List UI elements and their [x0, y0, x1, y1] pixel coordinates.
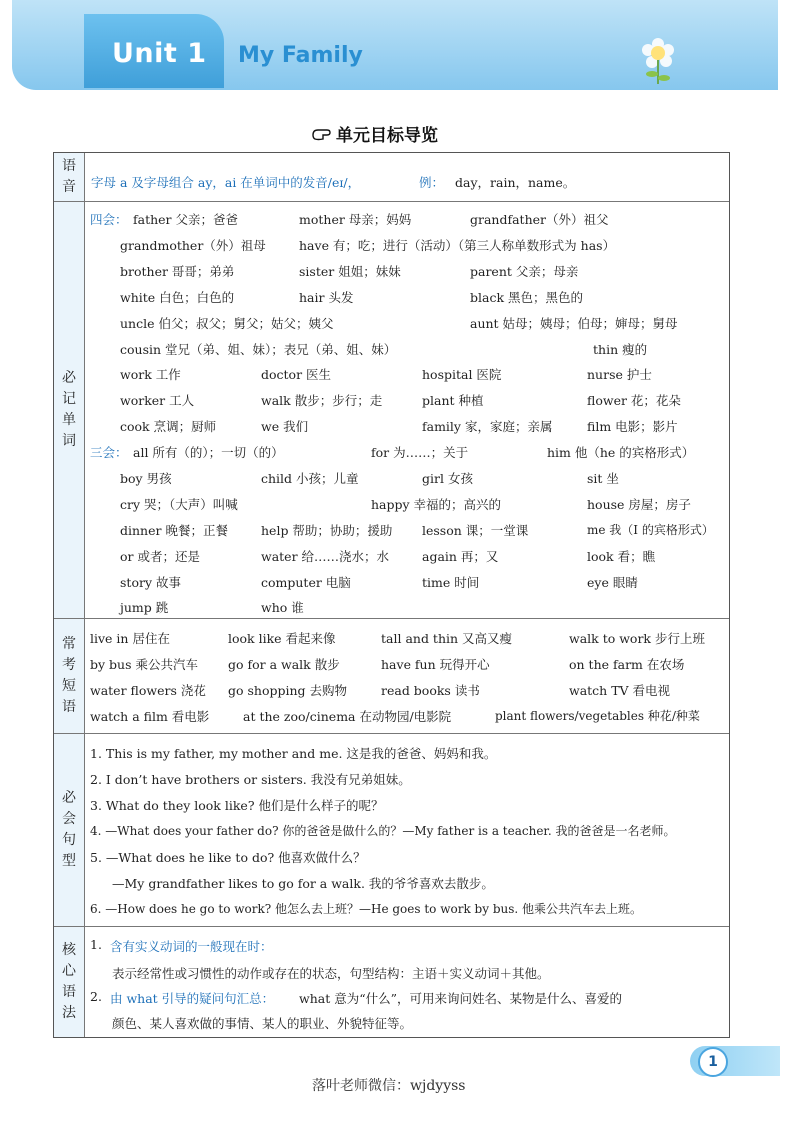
- vocab-row: [54, 202, 729, 619]
- phrases-label: 常 考 短 语: [54, 619, 85, 733]
- grammar-point-body: 表示经常性或习惯性的动作或存在的状态，句型结构：主语＋实义动词＋其他。: [112, 966, 550, 981]
- vocab-item: eye 眼睛: [587, 575, 638, 590]
- vocab-item: worker 工人: [120, 393, 195, 408]
- sentence-item: 3. What do they look like? 他们是什么样子的呢？: [90, 798, 384, 813]
- pronunciation-label: 语 音: [54, 153, 85, 201]
- vocab-item: lesson 课；一堂课: [422, 523, 529, 538]
- grammar-row: [54, 927, 729, 1037]
- phrase-item: have fun 玩得开心: [381, 657, 490, 672]
- vocab-item: parent 父亲；母亲: [470, 264, 579, 279]
- vocab-item: brother 哥哥；弟弟: [120, 264, 235, 279]
- phrase-item: watch TV 看电视: [569, 683, 671, 698]
- vocab-item: for 为……；关于: [371, 445, 469, 460]
- vocab-item: thin 瘦的: [593, 342, 648, 357]
- vocab-item: girl 女孩: [422, 471, 473, 486]
- vocab-item: uncle 伯父；叔父；舅父；姑父；姨父: [120, 316, 334, 331]
- pronunciation-row: [54, 153, 729, 202]
- vocab-item: jump 跳: [120, 600, 169, 615]
- phrase-item: water flowers 浇花: [90, 683, 206, 698]
- grammar-point-title: 由 what 引导的疑问句汇总：: [110, 991, 275, 1006]
- sentences-label: 必 会 句 型: [54, 734, 85, 926]
- vocab-item: again 再；又: [422, 549, 499, 564]
- phrase-item: watch a film 看电影: [90, 709, 210, 724]
- pronunciation-example-words: day，rain，name。: [455, 175, 576, 190]
- vocab-item: help 帮助；协助；援助: [261, 523, 393, 538]
- sentences-row: [54, 734, 729, 927]
- vocab-item: father 父亲；爸爸: [133, 212, 238, 227]
- grammar-label: 核 心 语 法: [54, 927, 85, 1037]
- grammar-point-title: 含有实义动词的一般现在时：: [110, 939, 273, 954]
- vocab-item: family 家，家庭；亲属: [422, 419, 553, 434]
- vocab-group-three-skills: 三会：: [90, 445, 128, 460]
- vocab-item: me 我（I 的宾格形式）: [587, 523, 714, 537]
- vocab-item: boy 男孩: [120, 471, 172, 486]
- vocab-item: film 电影；影片: [587, 419, 678, 434]
- vocab-item: child 小孩；儿童: [261, 471, 359, 486]
- vocab-item: look 看；瞧: [587, 549, 656, 564]
- vocab-item: work 工作: [120, 367, 181, 382]
- sentence-item: 6. —How does he go to work? 他怎么去上班？—He goes to work by bus. 他乘公共汽车去上班。: [90, 902, 643, 916]
- vocab-item: happy 幸福的；高兴的: [371, 497, 502, 512]
- vocab-item: hair 头发: [299, 290, 354, 305]
- vocab-item: black 黑色；黑色的: [470, 290, 584, 305]
- pronunciation-example-label: 例：: [419, 175, 445, 190]
- section-title-text: 单元目标导览: [336, 126, 438, 146]
- vocab-item: aunt 姑母；姨母；伯母；婶母；舅母: [470, 316, 678, 331]
- vocab-item: sister 姐姐；妹妹: [299, 264, 401, 279]
- grammar-point-body: 颜色、某人喜欢做的事情、某人的职业、外貌特征等。: [112, 1016, 413, 1031]
- vocab-group-four-skills: 四会：: [90, 212, 128, 227]
- section-title: [312, 121, 438, 146]
- footer-wechat: 落叶老师微信：wjdyyss: [312, 1078, 466, 1094]
- phrases-row: [54, 619, 729, 734]
- vocab-item: grandmother（外）祖母: [120, 238, 266, 253]
- page-number: 1: [698, 1047, 728, 1077]
- vocab-item: nurse 护士: [587, 367, 652, 382]
- vocab-item: walk 散步；步行；走: [261, 393, 383, 408]
- vocab-item: cry 哭；（大声）叫喊: [120, 497, 238, 512]
- phrase-item: by bus 乘公共汽车: [90, 657, 198, 672]
- vocab-item: him 他（he 的宾格形式）: [547, 445, 695, 460]
- vocab-item: who 谁: [261, 600, 304, 615]
- phrase-item: go shopping 去购物: [228, 683, 348, 698]
- grammar-number: 1.: [90, 937, 102, 952]
- phrase-item: go for a walk 散步: [228, 657, 340, 672]
- vocab-item: grandfather（外）祖父: [470, 212, 609, 227]
- pronunciation-rule: 字母 a 及字母组合 ay，ai 在单词中的发音/eɪ/，: [91, 175, 361, 190]
- phrase-item: walk to work 步行上班: [569, 631, 705, 646]
- grammar-point-body: what 意为“什么”，可用来询问姓名、某物是什么、喜爱的: [299, 991, 622, 1006]
- vocab-item: water 给……浇水；水: [261, 549, 390, 564]
- vocab-item: cousin 堂兄（弟、姐、妹）；表兄（弟、姐、妹）: [120, 342, 397, 357]
- unit-number: Unit 1: [112, 38, 207, 69]
- unit-goals-table: [53, 152, 730, 1038]
- sentence-item: 1. This is my father, my mother and me. 这是我的爸爸、妈妈和我。: [90, 746, 497, 761]
- vocab-item: sit 坐: [587, 471, 619, 486]
- phrase-item: read books 读书: [381, 683, 480, 698]
- vocab-item: time 时间: [422, 575, 480, 590]
- vocab-item: doctor 医生: [261, 367, 332, 382]
- phrase-item: at the zoo/cinema 在动物园/电影院: [243, 709, 452, 724]
- vocab-item: or 或者；还是: [120, 549, 200, 564]
- phrase-item: look like 看起来像: [228, 631, 336, 646]
- vocab-item: plant 种植: [422, 393, 484, 408]
- vocab-item: cook 烹调；厨师: [120, 419, 217, 434]
- vocab-item: have 有；吃；进行（活动）（第三人称单数形式为 has）: [299, 238, 616, 253]
- vocab-item: we 我们: [261, 419, 309, 434]
- sentence-item: —My grandfather likes to go for a walk. 我的爷爷喜欢去散步。: [112, 876, 494, 891]
- phrase-item: plant flowers/vegetables 种花/种菜: [495, 709, 700, 723]
- vocab-item: dinner 晚餐；正餐: [120, 523, 228, 538]
- pointing-hand-icon: [312, 127, 332, 141]
- vocab-label: 必 记 单 词: [54, 202, 85, 618]
- sentence-item: 4. —What does your father do? 你的爸爸是做什么的？—My father is a teacher. 我的爸爸是一名老师。: [90, 824, 676, 838]
- flower-icon: [628, 26, 688, 86]
- vocab-item: flower 花；花朵: [587, 393, 681, 408]
- sentence-item: 2. I don’t have brothers or sisters. 我没有兄弟姐妹。: [90, 772, 411, 787]
- grammar-number: 2.: [90, 989, 102, 1004]
- vocab-item: house 房屋；房子: [587, 497, 691, 512]
- vocab-item: computer 电脑: [261, 575, 351, 590]
- vocab-item: white 白色；白色的: [120, 290, 235, 305]
- phrase-item: on the farm 在农场: [569, 657, 685, 672]
- vocab-item: hospital 医院: [422, 367, 502, 382]
- sentence-item: 5. —What does he like to do? 他喜欢做什么？: [90, 850, 366, 865]
- phrase-item: tall and thin 又高又瘦: [381, 631, 513, 646]
- vocab-item: all 所有（的）；一切（的）: [133, 445, 284, 460]
- vocab-item: mother 母亲；妈妈: [299, 212, 412, 227]
- unit-title: My Family: [238, 43, 363, 68]
- vocab-item: story 故事: [120, 575, 181, 590]
- phrase-item: live in 居住在: [90, 631, 170, 646]
